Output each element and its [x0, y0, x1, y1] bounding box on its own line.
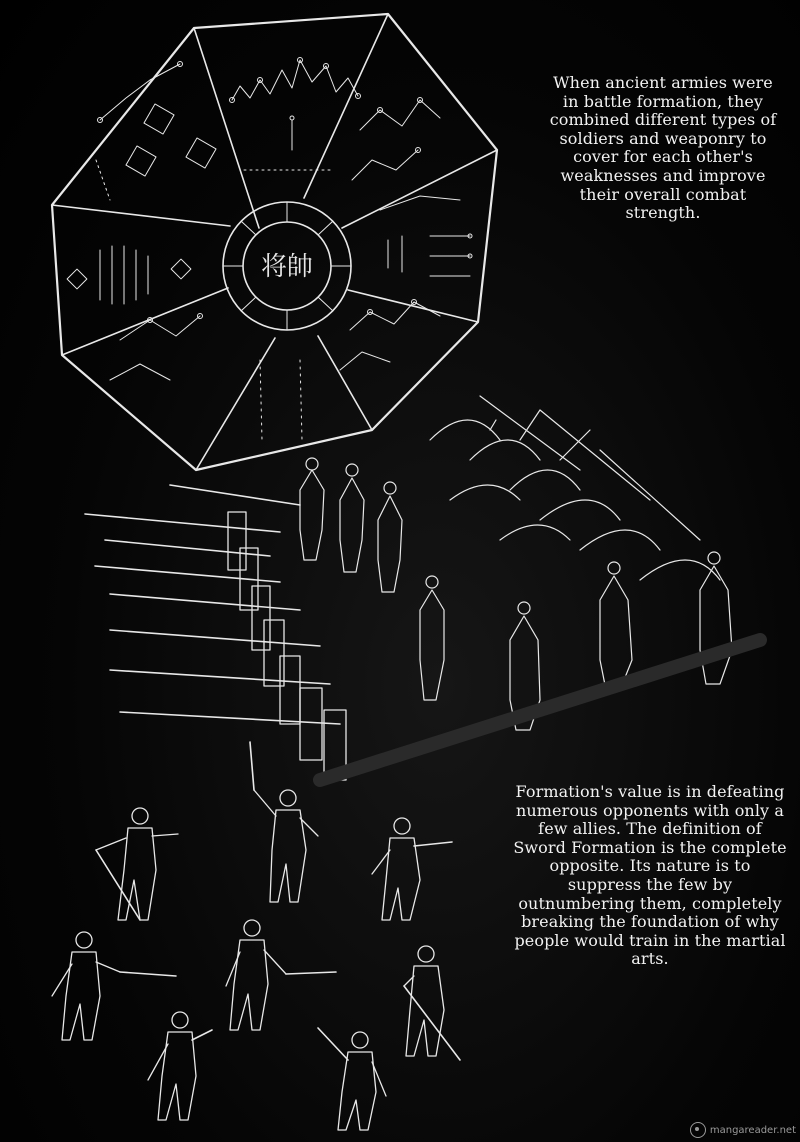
swordsman-7 — [148, 1012, 212, 1120]
caption-bottom — [512, 783, 788, 969]
center-glyphs: 将帥 — [260, 252, 314, 282]
swordsman-4 — [52, 932, 176, 1040]
formation-diagram — [52, 14, 497, 470]
sector-pattern-bottom-left — [110, 314, 203, 381]
sector-pattern-right — [380, 196, 472, 276]
caption-top — [548, 74, 778, 223]
archer-bows — [430, 396, 720, 580]
sector-pattern-top-left — [96, 62, 216, 201]
swordsman-5 — [226, 920, 336, 1030]
caption-top-text: When ancient armies were in battle formation, they combined different types of soldiers and weaponry to cover for each other's weaknesses and improve their overall combat strength. — [549, 73, 777, 223]
watermark-logo-icon — [690, 1122, 706, 1138]
swordsman-6 — [404, 946, 460, 1060]
swordsman-8 — [318, 1028, 386, 1130]
swordsman-2 — [250, 742, 318, 902]
watermark — [690, 1122, 796, 1138]
swordsman-1 — [96, 808, 178, 920]
soldier-group — [300, 410, 732, 730]
caption-bottom-text: Formation's value is in defeating numerous opponents with only a few allies. The definition of Sword Formation is the complete opposite. Its nature is to suppress the few by outnumbering them, completely breaking the foundation of why people would train in the martial arts. — [513, 782, 787, 969]
shield-wall — [228, 512, 346, 780]
sector-pattern-top-right — [352, 98, 440, 181]
swordsman-3 — [372, 818, 452, 920]
watermark-text: mangareader.net — [709, 1124, 796, 1136]
sector-pattern-left — [67, 246, 191, 304]
sword-formation — [52, 742, 460, 1130]
army-formation — [85, 396, 760, 780]
sector-pattern-bottom — [260, 360, 302, 440]
sector-pattern-bottom-right — [340, 300, 440, 371]
ground-shading — [320, 640, 760, 780]
sector-pattern-top — [230, 58, 361, 171]
